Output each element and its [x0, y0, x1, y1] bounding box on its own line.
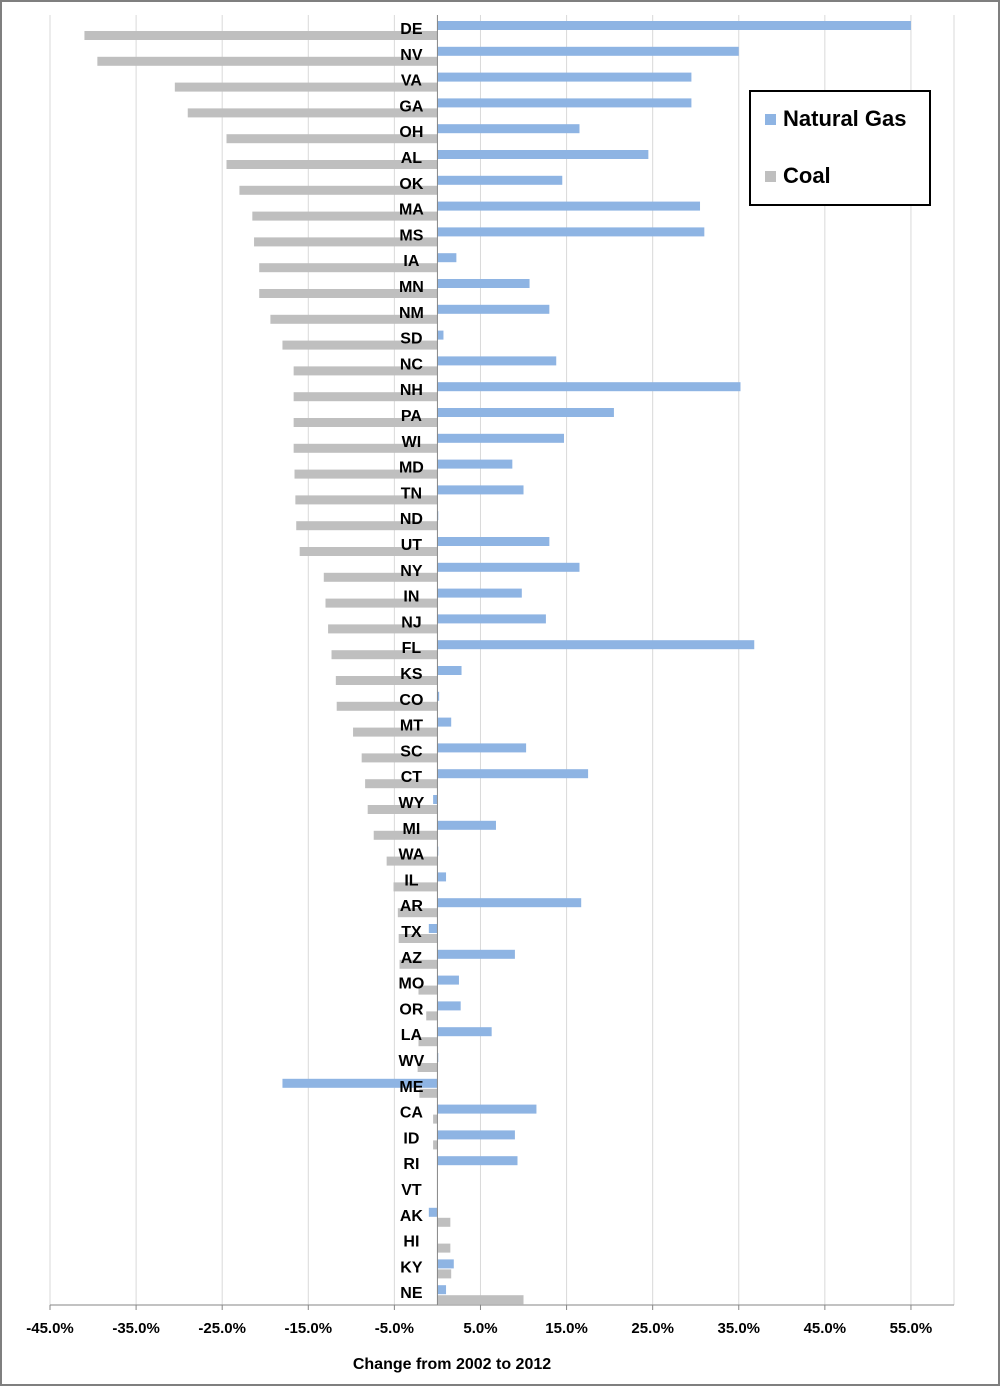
bar-natural-gas-wy	[433, 795, 437, 804]
bar-coal-de	[84, 31, 437, 40]
category-label-ri: RI	[403, 1156, 420, 1174]
category-label-mt: MT	[399, 717, 423, 735]
bar-natural-gas-oh	[437, 124, 579, 133]
bar-natural-gas-ut	[437, 537, 549, 546]
category-label-nj: NJ	[401, 614, 422, 632]
bar-coal-nv	[97, 57, 437, 66]
bar-natural-gas-mi	[437, 821, 496, 830]
bar-natural-gas-ms	[437, 227, 704, 236]
bar-natural-gas-al	[437, 150, 648, 159]
x-tick-label: 45.0%	[803, 1320, 847, 1337]
bar-natural-gas-tn	[437, 485, 523, 494]
bar-natural-gas-ks	[437, 666, 461, 675]
bar-natural-gas-or	[437, 1001, 460, 1010]
bar-natural-gas-mn	[437, 279, 529, 288]
bar-coal-id	[433, 1140, 437, 1149]
bar-chart	[2, 2, 998, 1384]
bar-natural-gas-ca	[437, 1105, 536, 1114]
category-label-tx: TX	[401, 924, 422, 941]
bar-natural-gas-ct	[437, 769, 588, 778]
category-label-de: DE	[400, 21, 423, 38]
category-label-ga: GA	[399, 98, 424, 116]
category-label-la: LA	[400, 1027, 423, 1045]
category-label-pa: PA	[400, 408, 422, 425]
bar-natural-gas-nh	[437, 382, 740, 391]
bar-natural-gas-fl	[437, 640, 754, 649]
category-label-oh: OH	[399, 124, 424, 142]
bar-natural-gas-il	[437, 872, 446, 881]
x-tick-label: -45.0%	[26, 1320, 74, 1337]
category-label-mi: MI	[402, 820, 421, 838]
legend	[749, 90, 931, 206]
category-labels	[399, 21, 425, 1302]
x-tick-label: 35.0%	[717, 1320, 761, 1337]
bar-natural-gas-de	[437, 21, 911, 30]
category-label-nv: NV	[400, 46, 423, 64]
bar-natural-gas-sd	[437, 331, 443, 340]
bar-natural-gas-ia	[437, 253, 456, 262]
category-label-sc: SC	[400, 743, 423, 761]
bar-natural-gas-ok	[437, 176, 562, 185]
x-tick-label: -5.0%	[374, 1320, 414, 1337]
category-label-ms: MS	[399, 227, 424, 245]
bar-natural-gas-nm	[437, 305, 549, 314]
x-tick-labels	[26, 1320, 932, 1337]
category-label-az: AZ	[400, 949, 423, 967]
bar-natural-gas-in	[437, 589, 521, 598]
category-label-nc: NC	[399, 356, 423, 374]
bar-coal-ky	[437, 1269, 451, 1278]
category-label-wi: WI	[401, 433, 422, 451]
category-label-mn: MN	[398, 279, 424, 296]
category-label-ar: AR	[399, 898, 423, 916]
legend-label-natural-gas: Natural Gas	[783, 106, 907, 131]
bar-natural-gas-az	[437, 950, 514, 959]
category-label-ut: UT	[400, 537, 423, 554]
legend-swatch-coal	[765, 171, 776, 182]
category-label-nh: NH	[399, 382, 423, 400]
category-label-nd: ND	[399, 511, 423, 529]
category-label-il: IL	[404, 872, 419, 890]
category-label-nm: NM	[398, 304, 424, 322]
category-label-ak: AK	[399, 1207, 423, 1225]
bar-natural-gas-wi	[437, 434, 564, 443]
category-label-ks: KS	[400, 666, 423, 683]
category-label-wv: WV	[398, 1053, 425, 1070]
bar-coal-hi	[437, 1244, 450, 1253]
category-label-mo: MO	[398, 975, 425, 993]
bar-natural-gas-sc	[437, 743, 526, 752]
bar-natural-gas-nj	[437, 614, 545, 623]
bar-natural-gas-ga	[437, 98, 691, 107]
bar-natural-gas-ny	[437, 563, 579, 572]
legend-swatch-natural-gas	[765, 114, 776, 125]
category-label-ma: MA	[398, 201, 424, 219]
bar-natural-gas-la	[437, 1027, 491, 1036]
bar-natural-gas-id	[437, 1130, 514, 1139]
x-tick-label: 5.0%	[463, 1320, 498, 1337]
category-label-in: IN	[403, 588, 420, 606]
x-axis-title: Change from 2002 to 2012	[352, 1356, 552, 1373]
category-label-co: CO	[399, 691, 424, 709]
x-tick-label: -35.0%	[112, 1320, 160, 1337]
x-tick-label: 25.0%	[631, 1320, 674, 1337]
bar-natural-gas-mo	[437, 976, 459, 985]
category-label-ct: CT	[400, 769, 423, 787]
category-label-ky: KY	[400, 1259, 423, 1277]
x-tick-label: -25.0%	[198, 1320, 246, 1337]
category-label-va: VA	[400, 72, 422, 90]
category-label-vt: VT	[401, 1182, 422, 1199]
category-label-wa: WA	[398, 846, 425, 864]
bar-natural-gas-nc	[437, 356, 556, 365]
bar-coal-or	[426, 1011, 437, 1020]
bar-natural-gas-ak	[429, 1208, 438, 1217]
category-label-fl: FL	[401, 640, 422, 658]
bar-coal-ca	[433, 1115, 437, 1124]
category-label-wy: WY	[398, 795, 425, 812]
legend-item-natural-gas	[765, 106, 907, 132]
bar-natural-gas-ma	[437, 202, 700, 211]
bar-natural-gas-ne	[437, 1285, 446, 1294]
bar-natural-gas-va	[437, 73, 691, 82]
bar-natural-gas-ky	[437, 1259, 453, 1268]
bars	[84, 21, 911, 1304]
bar-natural-gas-tx	[429, 924, 438, 933]
category-label-ny: NY	[400, 562, 423, 580]
bar-coal-fl	[332, 650, 438, 659]
bar-natural-gas-md	[437, 460, 512, 469]
category-label-ca: CA	[399, 1104, 423, 1122]
legend-item-coal	[765, 163, 831, 189]
category-label-al: AL	[400, 150, 423, 167]
category-label-ok: OK	[399, 175, 424, 193]
category-label-me: ME	[399, 1078, 424, 1096]
bar-coal-in	[326, 599, 438, 608]
bar-coal-ak	[437, 1218, 450, 1227]
bar-natural-gas-ar	[437, 898, 581, 907]
category-label-tn: TN	[400, 485, 423, 503]
bar-coal-mt	[353, 728, 437, 737]
category-label-hi: HI	[403, 1233, 420, 1251]
x-tick-label: 15.0%	[545, 1320, 588, 1337]
x-tick-label: 55.0%	[889, 1320, 933, 1337]
bar-natural-gas-mt	[437, 718, 451, 727]
category-label-id: ID	[403, 1130, 420, 1148]
bar-natural-gas-pa	[437, 408, 613, 417]
bar-natural-gas-ri	[437, 1156, 517, 1165]
category-label-sd: SD	[400, 330, 423, 348]
category-label-ia: IA	[403, 253, 420, 271]
category-label-md: MD	[398, 459, 424, 477]
legend-label-coal: Coal	[783, 163, 831, 188]
bar-coal-va	[175, 83, 438, 92]
bar-coal-ne	[437, 1295, 523, 1304]
category-label-ne: NE	[400, 1285, 423, 1303]
category-label-or: OR	[399, 1001, 424, 1019]
x-tick-label: -15.0%	[284, 1320, 333, 1337]
bar-natural-gas-nv	[437, 47, 738, 56]
